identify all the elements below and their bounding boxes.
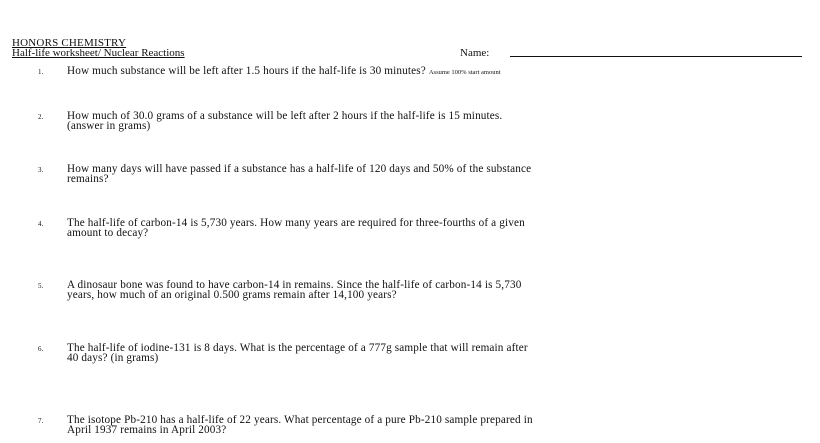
question-number: 2. xyxy=(38,113,44,121)
question-text-line: The half-life of iodine-131 is 8 days. What is the percentage of a 777g sample that will remain after xyxy=(67,342,528,354)
worksheet-title: Half-life worksheet/ Nuclear Reactions xyxy=(12,47,185,59)
question-text xyxy=(67,111,812,131)
question-text-line-2: April 1937 remains in April 2003? xyxy=(67,424,227,436)
question-number: 6. xyxy=(38,345,44,353)
question-text-line-2: 40 days? (in grams) xyxy=(67,352,159,364)
course-title: HONORS CHEMISTRY xyxy=(12,37,127,49)
question-text-line: How much of 30.0 grams of a substance will be left after 2 hours if the half-life is 15 minutes. xyxy=(67,110,503,122)
question-number: 5. xyxy=(38,282,44,290)
question-text xyxy=(67,280,812,300)
question-text-line: A dinosaur bone was found to have carbon-14 in remains. Since the half-life of carbon-14 is 5,730 xyxy=(67,279,522,291)
question-text-line-2: amount to decay? xyxy=(67,227,149,239)
question-text-line-2: (answer in grams) xyxy=(67,120,151,132)
question-text xyxy=(67,66,812,78)
question-text-line: How many days will have passed if a substance has a half-life of 120 days and 50% of the substance xyxy=(67,163,532,175)
question-number: 7. xyxy=(38,417,44,425)
question-text-line: The half-life of carbon-14 is 5,730 years. How many years are required for three-fourths of a given xyxy=(67,217,525,229)
question-text-line: How much substance will be left after 1.5 hours if the half-life is 30 minutes? xyxy=(67,65,426,77)
name-blank-line[interactable] xyxy=(510,56,802,57)
question-note: Assume 100% start amount xyxy=(428,69,501,76)
question-number: 3. xyxy=(38,166,44,174)
question-text xyxy=(67,218,812,238)
question-text xyxy=(67,343,812,363)
question-text xyxy=(67,164,812,184)
question-number: 4. xyxy=(38,220,44,228)
question-text-line-2: years, how much of an original 0.500 grams remain after 14,100 years? xyxy=(67,289,397,301)
question-number: 1. xyxy=(38,68,44,76)
question-text xyxy=(67,415,812,435)
question-text-line: The isotope Pb-210 has a half-life of 22 years. What percentage of a pure Pb-210 sample prepared in xyxy=(67,414,533,426)
question-text-line-2: remains? xyxy=(67,173,109,185)
name-label: Name: xyxy=(460,47,490,59)
